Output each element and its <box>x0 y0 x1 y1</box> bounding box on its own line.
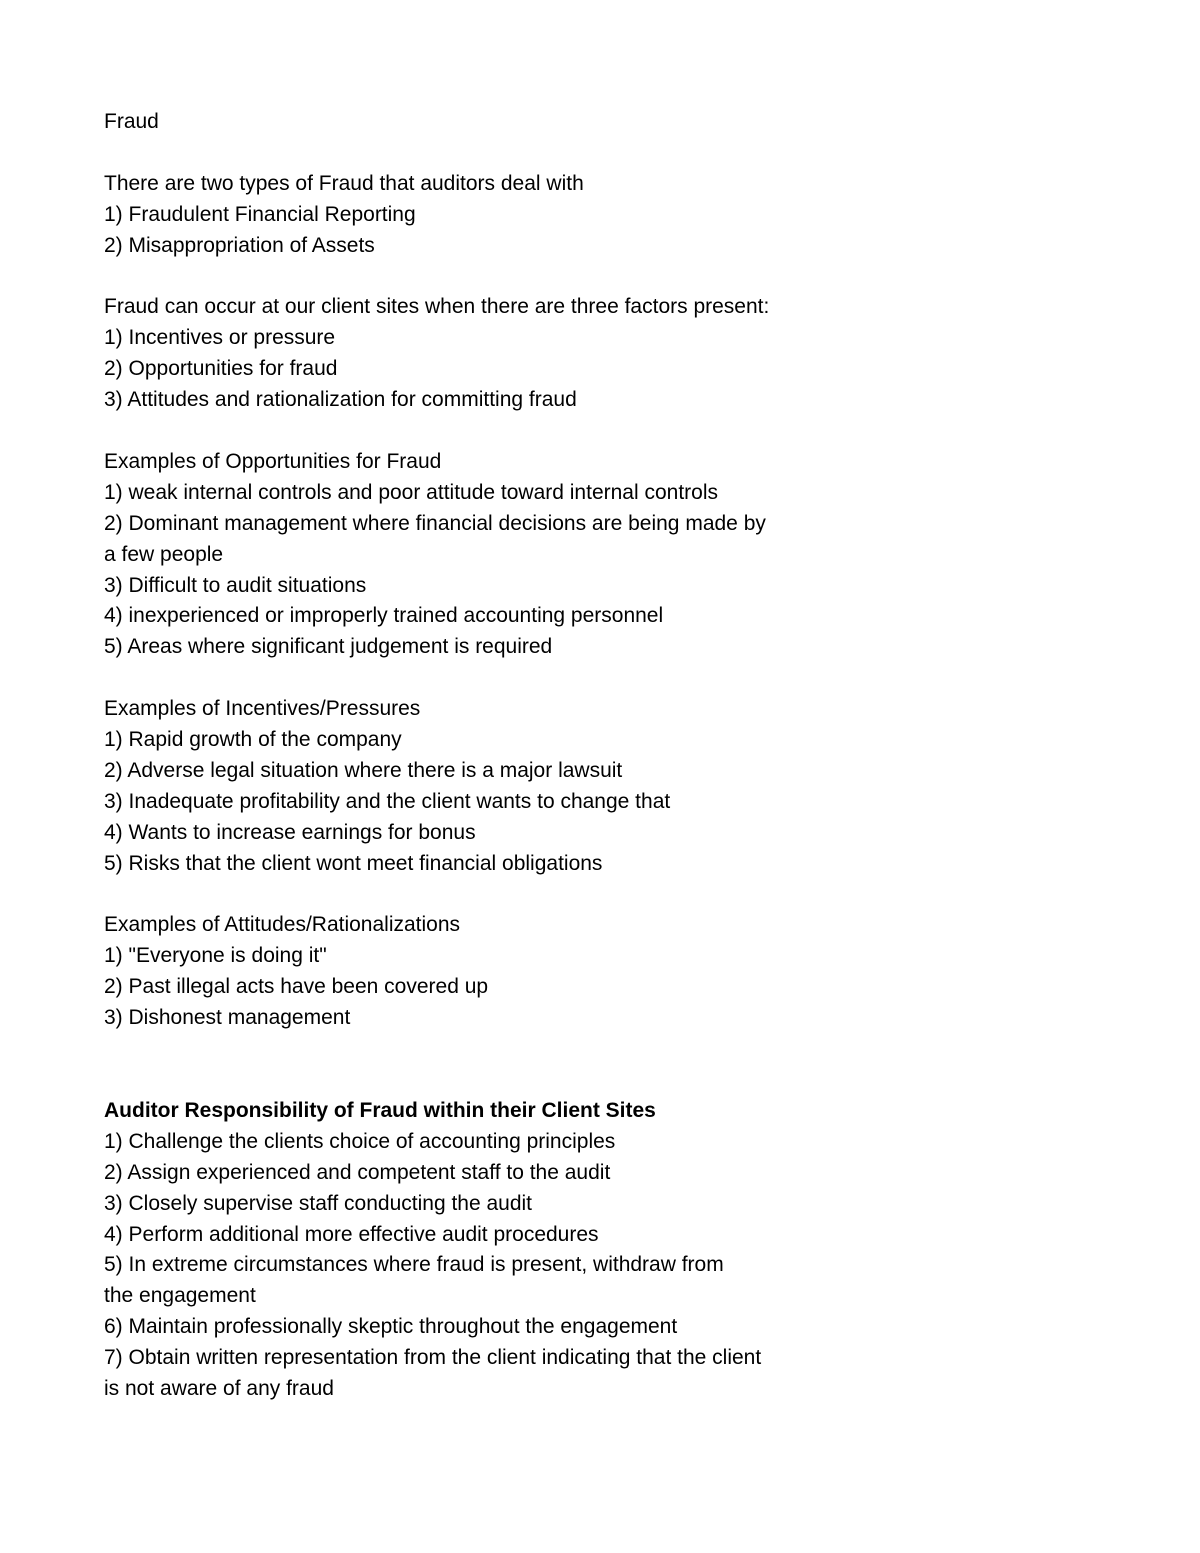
spacer <box>104 416 864 447</box>
section-heading: Examples of Incentives/Pressures <box>104 697 421 721</box>
section-incentives <box>104 694 864 879</box>
section-heading: Fraud can occur at our client sites when there are three factors present: <box>104 295 770 319</box>
section-heading: Examples of Attitudes/Rationalizations <box>104 913 461 937</box>
list-item: 1) weak internal controls and poor attitude toward internal controls <box>104 480 719 504</box>
list-item: 3) Inadequate profitability and the client wants to change that <box>104 789 671 813</box>
list-item-continuation: is not aware of any fraud <box>104 1377 334 1401</box>
list-item: 3) Attitudes and rationalization for committing fraud <box>104 388 577 412</box>
spacer <box>104 262 864 293</box>
list-item: 5) Risks that the client wont meet financial obligations <box>104 851 603 875</box>
list-item: 2) Adverse legal situation where there is a major lawsuit <box>104 758 623 782</box>
document-title: Fraud <box>104 110 159 133</box>
list-item: 3) Closely supervise staff conducting the audit <box>104 1191 533 1215</box>
list-item: 2) Opportunities for fraud <box>104 357 338 381</box>
list-item: 6) Maintain professionally skeptic throughout the engagement <box>104 1315 678 1339</box>
list-item: 1) "Everyone is doing it" <box>104 944 327 968</box>
list-item: 1) Fraudulent Financial Reporting <box>104 202 416 226</box>
section-fraud-factors <box>104 292 864 416</box>
spacer <box>104 880 864 911</box>
spacer <box>104 663 864 694</box>
list-item: 3) Dishonest management <box>104 1006 351 1030</box>
section-attitudes <box>104 910 864 1034</box>
list-item: 5) Areas where significant judgement is required <box>104 635 553 659</box>
list-item: 2) Past illegal acts have been covered up <box>104 975 489 999</box>
list-item: 1) Incentives or pressure <box>104 326 336 350</box>
spacer <box>104 1034 864 1096</box>
list-item: 4) Perform additional more effective audit procedures <box>104 1222 599 1246</box>
list-item: 3) Difficult to audit situations <box>104 573 367 597</box>
list-item: 2) Misappropriation of Assets <box>104 233 375 257</box>
spacer <box>104 138 864 169</box>
section-heading: There are two types of Fraud that auditors deal with <box>104 171 584 195</box>
list-item: 5) In extreme circumstances where fraud is present, withdraw from <box>104 1253 724 1277</box>
list-item: 7) Obtain written representation from the client indicating that the client <box>104 1346 762 1370</box>
list-item: 1) Challenge the clients choice of accounting principles <box>104 1129 616 1153</box>
section-heading: Auditor Responsibility of Fraud within their Client Sites <box>104 1098 656 1122</box>
list-item: 2) Assign experienced and competent staff to the audit <box>104 1160 611 1184</box>
list-item: 4) Wants to increase earnings for bonus <box>104 820 476 844</box>
list-item-continuation: the engagement <box>104 1284 256 1308</box>
list-item-continuation: a few people <box>104 542 224 566</box>
section-opportunities <box>104 447 864 663</box>
section-auditor-responsibility <box>104 1096 864 1405</box>
list-item: 4) inexperienced or improperly trained accounting personnel <box>104 604 664 628</box>
section-fraud-types <box>104 169 864 262</box>
list-item: 1) Rapid growth of the company <box>104 728 402 752</box>
document-page <box>104 107 864 1405</box>
section-heading: Examples of Opportunities for Fraud <box>104 449 442 473</box>
list-item: 2) Dominant management where financial decisions are being made by <box>104 511 766 535</box>
